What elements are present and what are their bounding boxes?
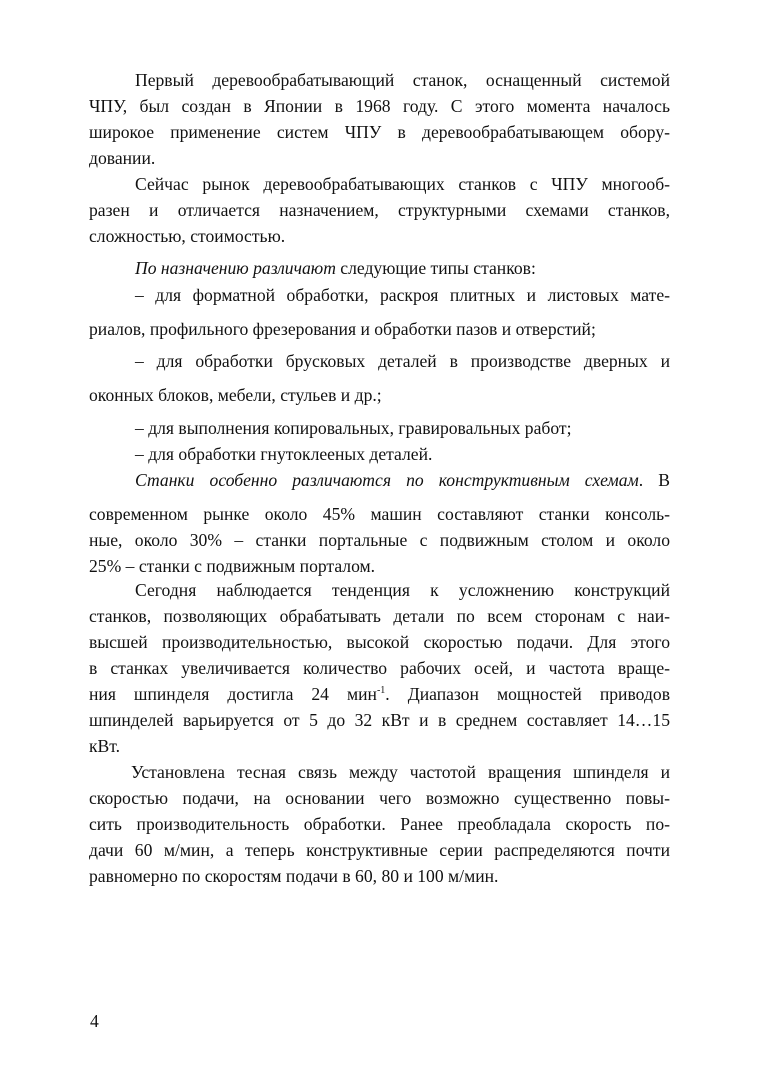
paragraph-line: разен и отличается назначением, структурными схемами станков, bbox=[89, 200, 670, 220]
paragraph-line bbox=[89, 257, 670, 279]
page-number: 4 bbox=[90, 1011, 99, 1031]
paragraph-line: ные, около 30% – станки портальные с подвижным столом и около bbox=[89, 530, 670, 550]
paragraph-line: ЧПУ, был создан в Японии в 1968 году. С этого момента началось bbox=[89, 96, 670, 116]
paragraph-line: шпинделей варьируется от 5 до 32 кВт и в среднем составляет 14…15 bbox=[89, 710, 670, 730]
paragraph-line: кВт. bbox=[89, 736, 121, 756]
list-item-line: – для форматной обработки, раскроя плитных и листовых мате- bbox=[135, 285, 670, 305]
superscript: -1 bbox=[376, 685, 386, 696]
paragraph-line: широкое применение систем ЧПУ в деревообрабатывающем обору- bbox=[89, 122, 670, 142]
list-item-line: – для обработки гнутоклееных деталей. bbox=[135, 444, 433, 464]
list-item-line: риалов, профильного фрезерования и обработки пазов и отверстий; bbox=[89, 319, 596, 339]
paragraph-line: станков, позволяющих обрабатывать детали по всем сторонам с наи- bbox=[89, 606, 670, 626]
text-span: следующие типы станков: bbox=[335, 258, 536, 278]
italic-phrase: По назначению различают bbox=[135, 258, 336, 278]
list-item-line: – для выполнения копировальных, гравировальных работ; bbox=[135, 418, 572, 438]
list-item-line: оконных блоков, мебели, стульев и др.; bbox=[89, 385, 382, 405]
paragraph-line: Сегодня наблюдается тенденция к усложнению конструкций bbox=[135, 580, 670, 600]
paragraph-line: дачи 60 м/мин, а теперь конструктивные серии распределяются почти bbox=[89, 840, 670, 860]
paragraph-line: Первый деревообрабатывающий станок, оснащенный системой bbox=[135, 70, 670, 90]
paragraph-line: довании. bbox=[89, 148, 156, 168]
paragraph-line: Сейчас рынок деревообрабатывающих станков с ЧПУ многооб- bbox=[135, 174, 670, 194]
italic-phrase: Станки особенно различаются по конструктивным схемам bbox=[135, 470, 639, 490]
paragraph-line: в станках увеличивается количество рабочих осей, и частота враще- bbox=[89, 658, 670, 678]
paragraph-line: Установлена тесная связь между частотой вращения шпинделя и bbox=[131, 762, 670, 782]
paragraph-line bbox=[89, 683, 670, 709]
paragraph-line: скоростью подачи, на основании чего возможно существенно повы- bbox=[89, 788, 670, 808]
text-span: . В bbox=[638, 470, 670, 490]
paragraph-line: высшей производительностью, высокой скоростью подачи. Для этого bbox=[89, 632, 670, 652]
paragraph-line: современном рынке около 45% машин составляют станки консоль- bbox=[89, 504, 670, 524]
paragraph-line: 25% – станки с подвижным порталом. bbox=[89, 556, 376, 576]
paragraph-line bbox=[89, 469, 670, 491]
list-item-line: – для обработки брусковых деталей в производстве дверных и bbox=[135, 351, 670, 371]
text-span: . Диапазон мощностей приводов bbox=[385, 684, 670, 704]
paragraph-line: равномерно по скоростям подачи в 60, 80 и 100 м/мин. bbox=[89, 866, 499, 886]
paragraph-line: сложностью, стоимостью. bbox=[89, 226, 286, 246]
paragraph-line: сить производительность обработки. Ранее преобладала скорость по- bbox=[89, 814, 670, 834]
text-span: ния шпинделя достигла 24 мин bbox=[89, 684, 377, 704]
